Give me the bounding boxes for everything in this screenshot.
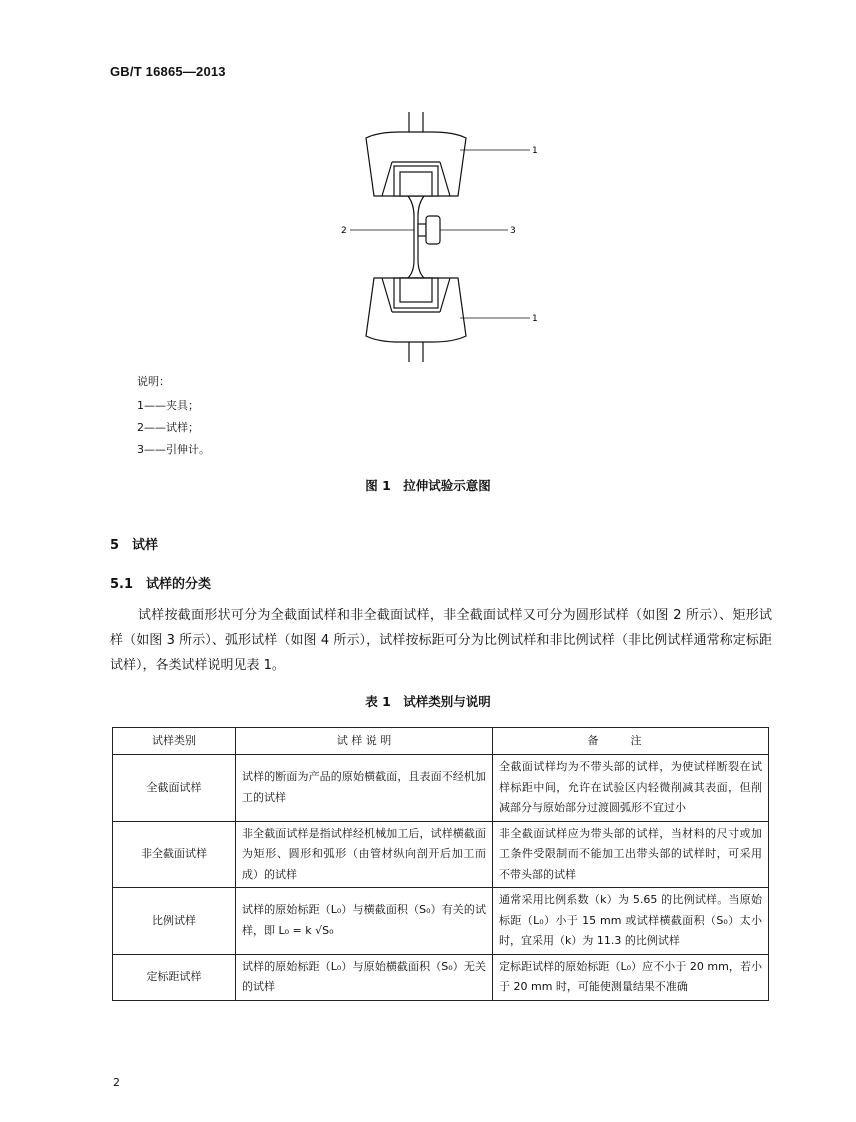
- row-description: 试样的原始标距（L₀）与横截面积（S₀）有关的试样，即 L₀ = k √S₀: [236, 888, 493, 955]
- row-category: 全截面试样: [113, 755, 236, 822]
- table-header-row: [113, 728, 769, 755]
- row-note: 通常采用比例系数（k）为 5.65 的比例试样。当原始标距（L₀）小于 15 mm 或试样横截面积（S₀）太小时，宜采用（k）为 11.3 的比例试样: [493, 888, 769, 955]
- row-description: 非全截面试样是指试样经机械加工后，试样横截面为矩形、圆形和弧形（由管材纵向剖开后加工而成）的试样: [236, 821, 493, 888]
- specimen-table: [112, 727, 769, 1001]
- row-description: 试样的断面为产品的原始横截面，且表面不经机加工的试样: [236, 755, 493, 822]
- header-note: 备注: [493, 728, 769, 755]
- figure-caption: 图 1 拉伸试验示意图: [365, 478, 491, 493]
- legend-title: 说明：: [137, 375, 170, 388]
- callout-2: 2: [341, 226, 347, 236]
- header-category: 试样类别: [113, 728, 236, 755]
- row-category: 非全截面试样: [113, 821, 236, 888]
- header-description: 试 样 说 明: [236, 728, 493, 755]
- table-row: [113, 755, 769, 822]
- table-row: [113, 888, 769, 955]
- row-note: 非全截面试样应为带头部的试样，当材料的尺寸或加工条件受限制而不能加工出带头部的试样时，可采用不带头部的试样: [493, 821, 769, 888]
- section-heading-5: 5 试样: [110, 538, 159, 553]
- section-paragraph: 试样按截面形状可分为全截面试样和非全截面试样，非全截面试样又可分为圆形试样（如图 2 所示）、矩形试样（如图 3 所示）、弧形试样（如图 4 所示），试样按标距可分为比例试样和非比例试样（非比例试样通常称定标距试样），各类试样说明见表 1。: [110, 608, 772, 673]
- legend-item-extensometer: 3——引伸计。: [137, 443, 210, 456]
- table-row: [113, 821, 769, 888]
- row-note: 全截面试样均为不带头部的试样，为使试样断裂在试样标距中间，允许在试验区内轻微削减其表面，但削减部分与原始部分过渡圆弧形不宜过小: [493, 755, 769, 822]
- table-row: [113, 954, 769, 1000]
- row-description: 试样的原始标距（L₀）与原始横截面积（S₀）无关的试样: [236, 954, 493, 1000]
- page-number: 2: [113, 1076, 120, 1089]
- callout-1-top: 1: [532, 146, 538, 156]
- legend-item-fixture: 1——夹具；: [137, 399, 199, 412]
- table-caption: 表 1 试样类别与说明: [365, 694, 491, 709]
- section-heading-5-1: 5.1 试样的分类: [110, 577, 212, 592]
- callout-1-bottom: 1: [532, 314, 538, 324]
- row-note: 定标距试样的原始标距（L₀）应不小于 20 mm，若小于 20 mm 时，可能使测量结果不准确: [493, 954, 769, 1000]
- legend-item-specimen: 2——试样；: [137, 421, 199, 434]
- tensile-test-diagram: [330, 112, 560, 362]
- callout-3: 3: [510, 226, 516, 236]
- standard-number: GB/T 16865—2013: [110, 64, 226, 79]
- row-category: 定标距试样: [113, 954, 236, 1000]
- row-category: 比例试样: [113, 888, 236, 955]
